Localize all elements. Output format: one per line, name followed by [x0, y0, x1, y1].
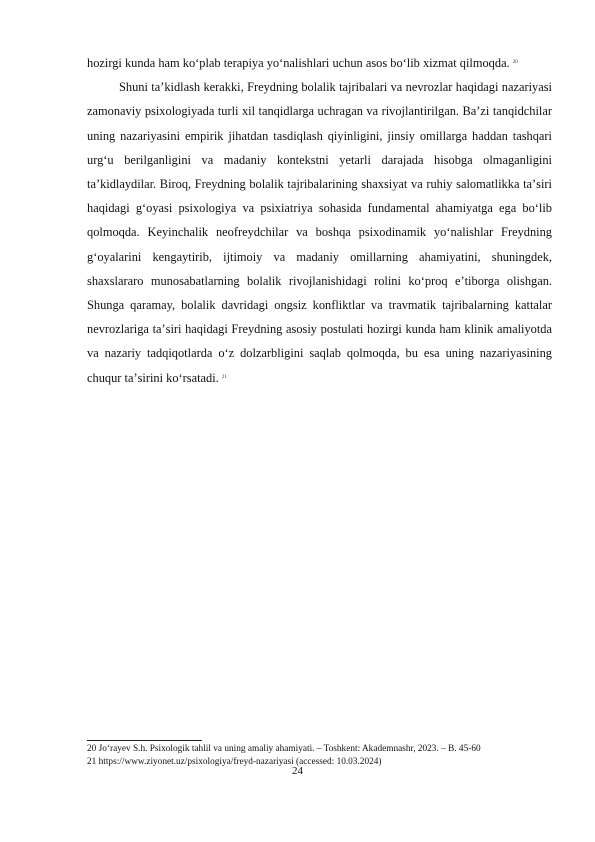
footnote-20: 20 Joʻrayev S.h. Psixologik tahlil va uning amaliy ahamiyati. – Toshkent: Akademnashr, 2023. – B. 45-60: [87, 744, 481, 754]
page-number: 24: [292, 765, 303, 777]
paragraph-main: [87, 75, 552, 390]
body-text: [87, 51, 552, 390]
footnote-ref-20[interactable]: 20: [512, 60, 518, 65]
footnote-ref-21[interactable]: 21: [221, 374, 227, 380]
paragraph-1-text: hozirgi kunda ham koʻplab terapiya yoʻnalishlari uchun asos boʻlib xizmat qilmoqda.: [87, 56, 510, 70]
footnote-divider: [87, 740, 202, 741]
footnote-21[interactable]: 21 https://www.ziyonet.uz/psixologiya/freyd-nazariyasi (accessed: 10.03.2024): [87, 756, 382, 767]
paragraph-2-text: Shuni taʼkidlash kerakki, Freydning bolalik tajribalari va nevrozlar haqidagi nazariyasi zamonaviy psixologiyada turli xil tanqidlarga uchragan va rivojlantirilgan. Baʼzi tanqidchilar uning nazariyasini empirik jihatdan tasdiqlash qiyinligini, jinsiy omillarga haddan tashqari urgʻu berilganligini va madaniy kontekstni yetarli darajada hisobga olmaganligini taʼkidlaydilar. Biroq, Freydning bolalik tajribalarining shaxsiyat va ruhiy salomatlikka taʼsiri haqidagi gʻoyasi psixologiya va psixiatriya sohasida fundamental ahamiyatga ega boʻlib qolmoqda. Keyinchalik neofreydchilar va boshqa psixodinamik yoʻnalishlar Freydning gʻoyalarini kengaytirib, ijtimoiy va madaniy omillarning ahamiyatini, shuningdek, shaxslararo munosabatlarning bolalik rivojlanishidagi rolini koʻproq eʼtiborga olishgan. Shunga qaramay, bolalik davridagi ongsiz konfliktlar va travmatik tajribalarning kattalar nevrozlariga taʼsiri haqidagi Freydning asosiy postulati hozirgi kunda ham klinik amaliyotda va nazariy tadqiqotlarda oʻz dolzarbligini saqlab qolmoqda, bu esa uning nazariyasining chuqur taʼsirini koʻrsatadi.: [87, 80, 552, 385]
paragraph-continuation: [87, 51, 552, 75]
